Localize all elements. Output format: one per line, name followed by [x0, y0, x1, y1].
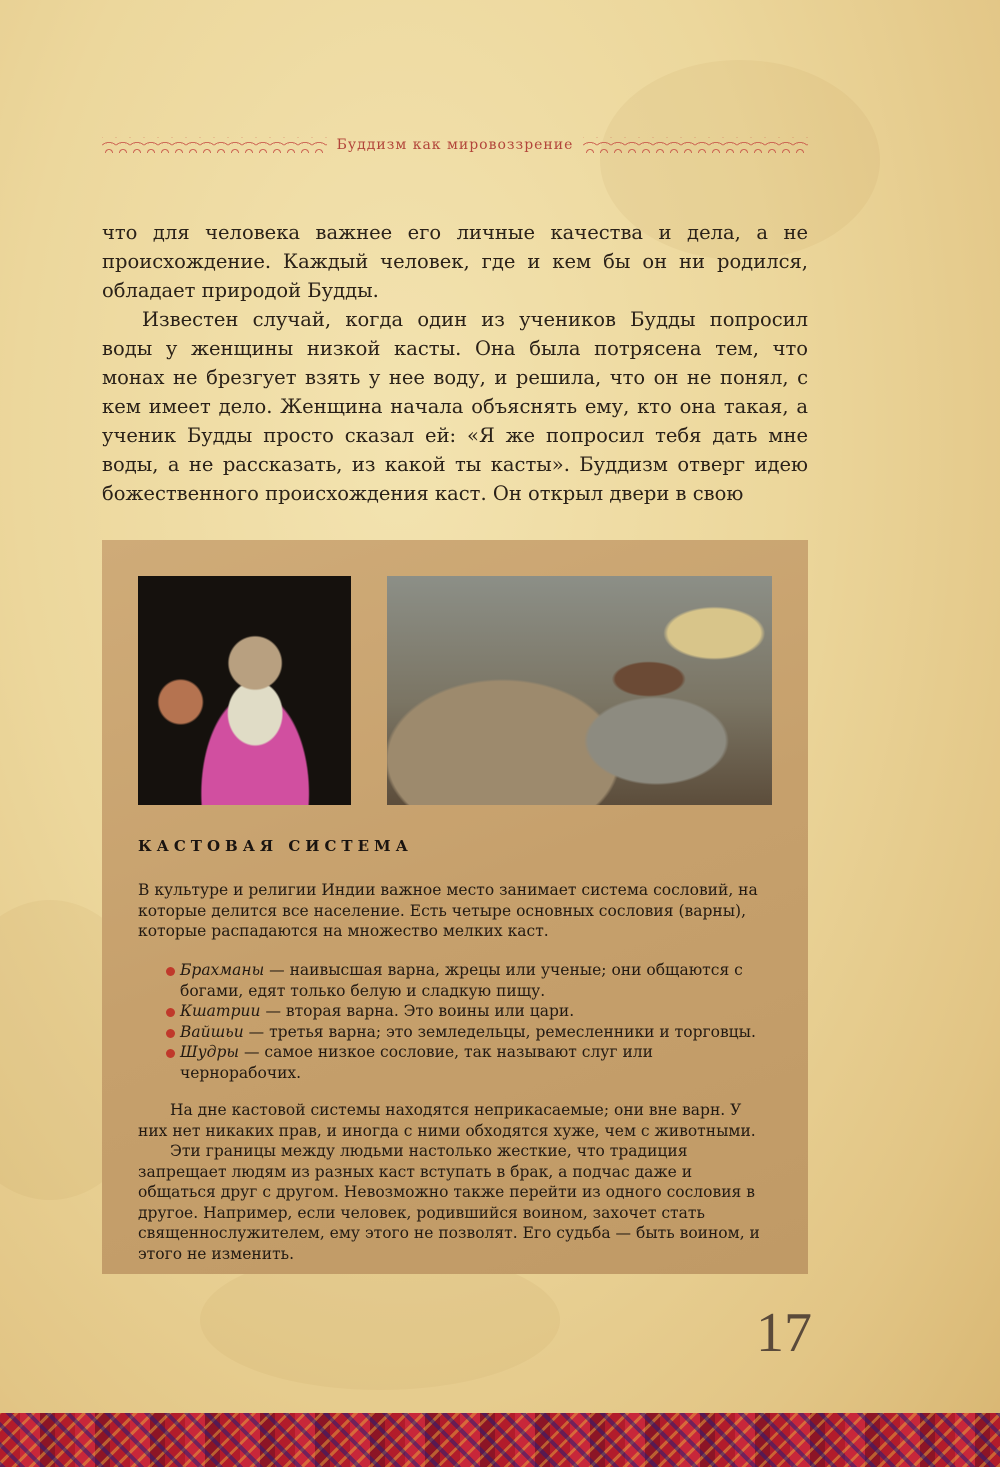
- bullet-icon: [166, 1029, 175, 1038]
- list-item: [166, 1042, 766, 1083]
- caste-list: [166, 960, 766, 1083]
- list-item: [166, 1022, 766, 1043]
- caste-description: — наивысшая варна, жрецы или ученые; они общаются с богами, едят только белую и сладкую пищу.: [180, 961, 743, 1000]
- caste-name: Шудры: [180, 1043, 240, 1061]
- paragraph: Известен случай, когда один из учеников Будды попросил воды у женщины низкой касты. Она была потрясена тем, что монах не брезгует взять у нее воду, и решила, что он не понял, с кем имеет дело. Женщина начала объяснять ему, кто она такая, а ученик Будды просто сказал ей: «Я же попросил тебя дать мне воды, а не рассказать, из какой ты касты». Буддизм отверг идею божественного происхождения каст. Он открыл двери в свою: [102, 308, 808, 505]
- caste-description: — вторая варна. Это воины или цари.: [260, 1002, 575, 1020]
- sidebar-title: КАСТОВАЯ СИСТЕМА: [138, 837, 413, 855]
- caste-system-sidebar: [102, 540, 808, 1274]
- decorative-wave-left: [102, 137, 327, 153]
- caste-name: Кшатрии: [180, 1002, 261, 1020]
- bullet-icon: [166, 1049, 175, 1058]
- section-title: Буддизм как мировоззрение: [336, 137, 574, 153]
- running-header: [102, 133, 808, 157]
- decorative-wave-right: [583, 137, 808, 153]
- list-item: [166, 960, 766, 1001]
- caste-description: — третья варна; это земледельцы, ремесленники и торговцы.: [243, 1022, 756, 1041]
- bullet-icon: [166, 1008, 175, 1017]
- sidebar-outro: [138, 1100, 772, 1264]
- bullet-icon: [166, 967, 175, 976]
- caste-description: — самое низкое сословие, так называют слуг или чернорабочих.: [180, 1043, 653, 1082]
- paragraph: На дне кастовой системы находятся неприкасаемые; они вне варн. У них нет никаких прав, и иногда с ними обходятся хуже, чем с животными.: [138, 1101, 756, 1140]
- paragraph: Эти границы между людьми настолько жесткие, что традиция запрещает людям из разных каст вступать в брак, а подчас даже и общаться друг с другом. Невозможно также перейти из одного сословия в другое. Например, если человек, родившийся воином, захочет стать священнослужителем, ему этого не позволят. Его судьба — быть воином, и этого не изменить.: [138, 1142, 760, 1263]
- paragraph: что для человека важнее его личные качества и дела, а не происхождение. Каждый человек, где и кем бы он ни родился, обладает природой Будды.: [102, 221, 808, 302]
- caste-name: Вайшьи: [180, 1022, 244, 1041]
- main-text: [102, 218, 808, 508]
- decorative-textile-border: [0, 1413, 1000, 1467]
- list-item: [166, 1001, 766, 1022]
- sidebar-intro: В культуре и религии Индии важное место занимает система сословий, на которые делится все население. Есть четыре основных сословия (варны), которые распадаются на множество мелких каст.: [138, 881, 758, 940]
- caste-name: Брахманы: [180, 961, 265, 979]
- beggar-photo: [387, 576, 772, 805]
- sage-photo: [138, 576, 351, 805]
- page-number: 17: [756, 1302, 812, 1364]
